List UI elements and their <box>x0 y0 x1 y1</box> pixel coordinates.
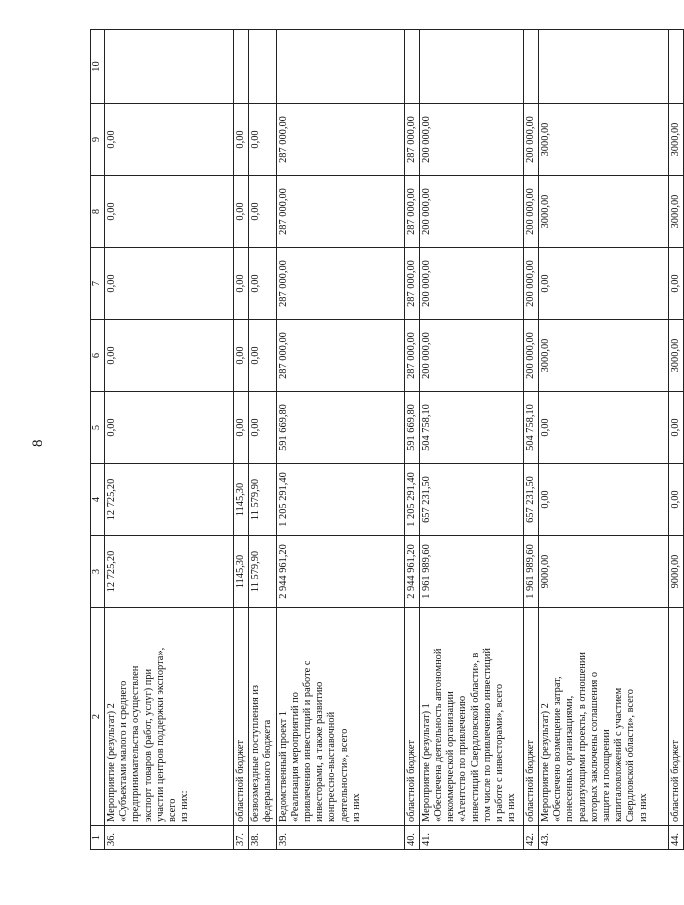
value-cell: 200 000,00 <box>523 248 538 320</box>
column-number: 9 <box>91 104 105 176</box>
value-cell <box>669 30 684 104</box>
value-cell <box>419 30 523 104</box>
row-number: 43. <box>539 826 669 850</box>
row-description: областной бюджет <box>234 608 249 826</box>
value-cell: 0,00 <box>249 176 276 248</box>
value-cell: 1145,30 <box>234 464 249 536</box>
value-cell: 0,00 <box>249 320 276 392</box>
table-row <box>419 30 523 850</box>
row-number: 41. <box>419 826 523 850</box>
column-number: 5 <box>91 392 105 464</box>
value-cell: 12 725,20 <box>105 464 234 536</box>
value-cell: 0,00 <box>234 392 249 464</box>
row-number: 40. <box>404 826 419 850</box>
column-number: 6 <box>91 320 105 392</box>
value-cell <box>105 30 234 104</box>
value-cell: 0,00 <box>669 464 684 536</box>
value-cell: 0,00 <box>234 320 249 392</box>
value-cell: 0,00 <box>539 392 669 464</box>
value-cell: 0,00 <box>249 248 276 320</box>
budget-table <box>90 29 684 850</box>
table-row <box>249 30 276 850</box>
value-cell: 287 000,00 <box>276 104 404 176</box>
value-cell: 3000,00 <box>669 176 684 248</box>
row-number: 44. <box>669 826 684 850</box>
value-cell <box>539 30 669 104</box>
value-cell: 3000,00 <box>669 320 684 392</box>
value-cell: 3000,00 <box>539 104 669 176</box>
value-cell <box>276 30 404 104</box>
value-cell: 504 758,10 <box>523 392 538 464</box>
value-cell: 287 000,00 <box>276 320 404 392</box>
row-description: областной бюджет <box>669 608 684 826</box>
table-row <box>404 30 419 850</box>
table-row <box>669 30 684 850</box>
value-cell: 287 000,00 <box>404 320 419 392</box>
value-cell: 1 205 291,40 <box>404 464 419 536</box>
value-cell: 1 961 989,60 <box>419 536 523 608</box>
column-number: 2 <box>91 608 105 826</box>
value-cell: 0,00 <box>234 104 249 176</box>
table-row <box>539 30 669 850</box>
column-number: 7 <box>91 248 105 320</box>
value-cell: 200 000,00 <box>419 320 523 392</box>
table-body <box>91 30 684 850</box>
value-cell: 287 000,00 <box>404 248 419 320</box>
value-cell: 12 725,20 <box>105 536 234 608</box>
rotated-page <box>90 50 682 850</box>
table-row <box>276 30 404 850</box>
value-cell: 9000,00 <box>539 536 669 608</box>
value-cell: 200 000,00 <box>523 104 538 176</box>
value-cell: 200 000,00 <box>419 248 523 320</box>
value-cell: 0,00 <box>539 464 669 536</box>
value-cell: 200 000,00 <box>419 176 523 248</box>
row-description: безвозмездные поступления из федерального бюджета <box>249 608 276 826</box>
value-cell: 2 944 961,20 <box>276 536 404 608</box>
value-cell: 9000,00 <box>669 536 684 608</box>
value-cell: 657 231,50 <box>419 464 523 536</box>
value-cell: 0,00 <box>105 320 234 392</box>
value-cell: 287 000,00 <box>276 176 404 248</box>
value-cell: 11 579,90 <box>249 536 276 608</box>
row-number: 39. <box>276 826 404 850</box>
value-cell <box>234 30 249 104</box>
column-number: 8 <box>91 176 105 248</box>
value-cell: 0,00 <box>105 104 234 176</box>
row-description: Мероприятие (результат) 2 «Обеспечено возмещение затрат, понесенных организациями, реализующими проекты, в отношении которых заключены соглашения о защите и поощрении капиталовложений с участием Свердловской области», всего из них <box>539 608 669 826</box>
value-cell <box>404 30 419 104</box>
column-number: 10 <box>91 30 105 104</box>
value-cell: 0,00 <box>234 248 249 320</box>
column-number: 4 <box>91 464 105 536</box>
page-number: 8 <box>30 439 46 447</box>
table-row <box>105 30 234 850</box>
value-cell: 0,00 <box>669 248 684 320</box>
value-cell: 504 758,10 <box>419 392 523 464</box>
value-cell: 0,00 <box>105 248 234 320</box>
row-description: областной бюджет <box>523 608 538 826</box>
value-cell: 0,00 <box>105 176 234 248</box>
value-cell: 0,00 <box>234 176 249 248</box>
row-description: Ведомственный проект 1 «Реализация мероприятий по привлечению инвестиций и работе с инвесторами, а также развитию конгрессно-выставочной деятельности», всего из них <box>276 608 404 826</box>
row-description: Мероприятие (результат) 2 «Субъектами малого и среднего предпринимательства осуществлен экспорт товаров (работ, услуг) при участии центров поддержки экспорта», всего из них: <box>105 608 234 826</box>
table-row <box>523 30 538 850</box>
value-cell: 591 669,80 <box>404 392 419 464</box>
value-cell: 657 231,50 <box>523 464 538 536</box>
value-cell: 287 000,00 <box>404 104 419 176</box>
row-number: 37. <box>234 826 249 850</box>
value-cell: 3000,00 <box>539 320 669 392</box>
value-cell: 11 579,90 <box>249 464 276 536</box>
value-cell: 200 000,00 <box>523 320 538 392</box>
value-cell: 0,00 <box>249 392 276 464</box>
value-cell: 591 669,80 <box>276 392 404 464</box>
value-cell: 3000,00 <box>669 104 684 176</box>
value-cell: 1 961 989,60 <box>523 536 538 608</box>
value-cell: 0,00 <box>669 392 684 464</box>
value-cell: 1 205 291,40 <box>276 464 404 536</box>
value-cell: 287 000,00 <box>404 176 419 248</box>
row-number: 38. <box>249 826 276 850</box>
value-cell <box>523 30 538 104</box>
row-description: Мероприятие (результат) 1 «Обеспечена деятельность автономной некоммерческой организации «Агентство по привлечению инвестиций Свердловской области», в том числе по привлечению инвестиций и работе с инвесторами», всего из них <box>419 608 523 826</box>
value-cell: 287 000,00 <box>276 248 404 320</box>
value-cell <box>249 30 276 104</box>
value-cell: 1145,30 <box>234 536 249 608</box>
value-cell: 200 000,00 <box>523 176 538 248</box>
column-number-row <box>91 30 105 850</box>
value-cell: 0,00 <box>105 392 234 464</box>
row-number: 42. <box>523 826 538 850</box>
column-number: 3 <box>91 536 105 608</box>
value-cell: 3000,00 <box>539 176 669 248</box>
value-cell: 200 000,00 <box>419 104 523 176</box>
value-cell: 0,00 <box>249 104 276 176</box>
row-number: 36. <box>105 826 234 850</box>
value-cell: 2 944 961,20 <box>404 536 419 608</box>
column-number: 1 <box>91 826 105 850</box>
row-description: областной бюджет <box>404 608 419 826</box>
value-cell: 0,00 <box>539 248 669 320</box>
table-row <box>234 30 249 850</box>
